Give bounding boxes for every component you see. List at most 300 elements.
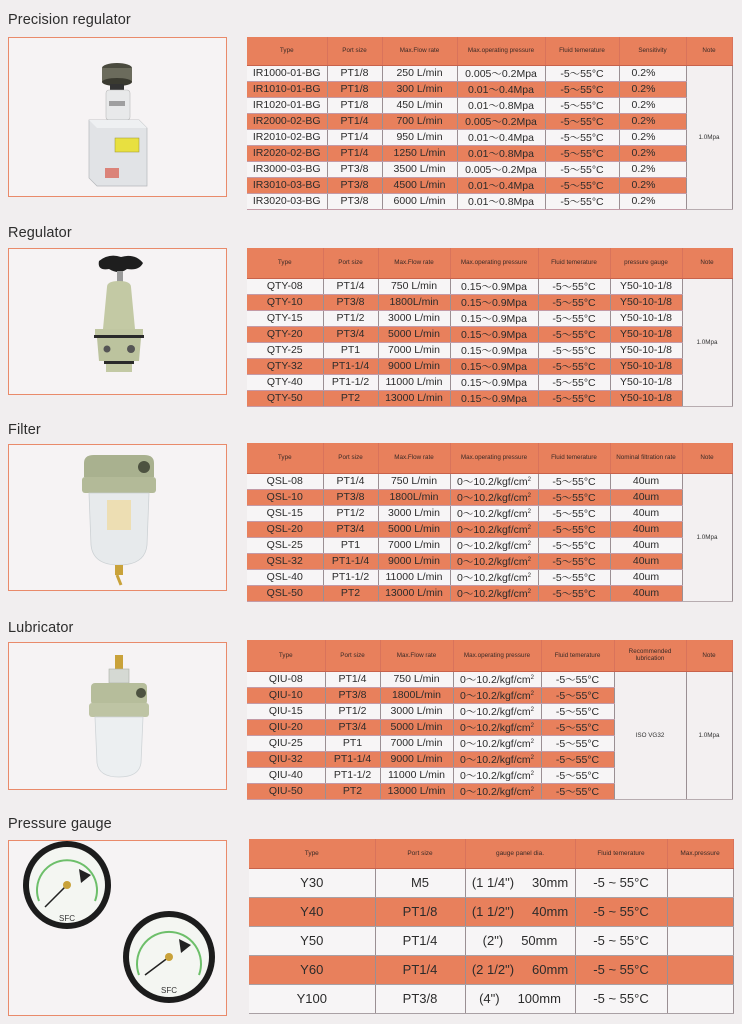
cell-port: PT3/8 (323, 294, 378, 310)
cell-type: Y100 (249, 984, 375, 1013)
cell-pressure (450, 473, 538, 489)
cell-port: PT1/4 (327, 129, 382, 145)
cell-type: QIU-08 (247, 671, 325, 687)
pressure-value: 0～10.2/kgf/cm (460, 705, 531, 718)
cell-pressure (450, 553, 538, 569)
cell-flow: 11000 L/min (380, 767, 453, 783)
cell-gauge: Y50-10-1/8 (610, 294, 682, 310)
pressure-value: 0～10.2/kgf/cm (457, 587, 528, 600)
cell-sensitivity: 0.2% (619, 145, 686, 161)
table-header-row (247, 248, 732, 278)
table-row (247, 585, 732, 601)
header-port-size: Port size (323, 248, 378, 278)
cell-temp: -5～55°C (541, 703, 614, 719)
cell-pressure (450, 569, 538, 585)
cell-temp: -5～55°C (541, 671, 614, 687)
cell-sensitivity: 0.2% (619, 161, 686, 177)
cell-pressure: 0.005～0.2Mpa (457, 161, 545, 177)
cell-type: QSL-20 (247, 521, 323, 537)
precision-regulator-icon (9, 38, 227, 197)
superscript: 2 (527, 588, 531, 595)
cell-temp: -5～55°C (545, 81, 619, 97)
table-row (247, 177, 732, 193)
cell-dia (465, 984, 575, 1013)
cell-type: QSL-32 (247, 553, 323, 569)
cell-note: 1.0Mpa (682, 473, 732, 601)
cell-max-pressure (667, 868, 733, 897)
cell-type: QTY-08 (247, 278, 323, 294)
cell-type: IR1020-01-BG (247, 97, 327, 113)
header-port-size: Port size (375, 839, 465, 868)
table-row (247, 374, 732, 390)
section-title: Lubricator (8, 620, 74, 636)
cell-type: QIU-25 (247, 735, 325, 751)
pressure-value: 0～10.2/kgf/cm (460, 769, 531, 782)
header-pressure: Max.operating pressure (450, 443, 538, 473)
cell-type: IR3010-03-BG (247, 177, 327, 193)
cell-pressure: 0.005～0.2Mpa (457, 113, 545, 129)
cell-port: PT1/4 (327, 145, 382, 161)
cell-pressure: 0.15～0.9Mpa (450, 278, 538, 294)
cell-type: QSL-15 (247, 505, 323, 521)
cell-temp: -5～55°C (538, 310, 610, 326)
table-row (247, 489, 732, 505)
pressure-value: 0～10.2/kgf/cm (457, 507, 528, 520)
table-row (247, 145, 732, 161)
cell-type: QSL-10 (247, 489, 323, 505)
dia-inch: (2 1/2") (471, 962, 515, 977)
cell-type: QIU-15 (247, 703, 325, 719)
header-pressure: Max.operating pressure (453, 640, 541, 671)
cell-pressure: 0.15～0.9Mpa (450, 294, 538, 310)
cell-type: Y40 (249, 897, 375, 926)
pressure-value: 0～10.2/kgf/cm (460, 689, 531, 702)
header-filtration-rate: Nominal filtration rate (610, 443, 682, 473)
cell-pressure: 0.01～0.4Mpa (457, 129, 545, 145)
header-temperature: Fluid temerature (538, 248, 610, 278)
cell-type: QSL-40 (247, 569, 323, 585)
cell-port: PT1/8 (375, 897, 465, 926)
product-photo-regulator (8, 248, 227, 395)
cell-pressure: 0.01～0.4Mpa (457, 177, 545, 193)
table-row (249, 897, 733, 926)
cell-filtration: 40um (610, 505, 682, 521)
cell-flow: 5000 L/min (380, 719, 453, 735)
cell-flow: 250 L/min (382, 65, 457, 81)
header-temperature: Fluid temerature (538, 443, 610, 473)
header-port-size: Port size (327, 37, 382, 65)
cell-sensitivity: 0.2% (619, 129, 686, 145)
cell-flow: 7000 L/min (380, 735, 453, 751)
superscript: 2 (527, 572, 531, 579)
cell-temp: -5～55°C (541, 687, 614, 703)
cell-note: 1.0Mpa (686, 65, 732, 209)
cell-temp: -5～55°C (538, 358, 610, 374)
cell-temp: -5～55°C (545, 193, 619, 209)
cell-temp: -5～55°C (538, 537, 610, 553)
dia-mm: 30mm (532, 875, 569, 890)
cell-type: Y30 (249, 868, 375, 897)
cell-gauge: Y50-10-1/8 (610, 326, 682, 342)
cell-temp: -5～55°C (545, 161, 619, 177)
cell-port: PT3/4 (323, 326, 378, 342)
pressure-value: 0～10.2/kgf/cm (457, 539, 528, 552)
table-row (249, 926, 733, 955)
header-temperature: Fluid temerature (575, 839, 667, 868)
section-regulator (0, 215, 742, 405)
cell-temp: -5 ~ 55°C (575, 955, 667, 984)
pressure-value: 0～10.2/kgf/cm (460, 737, 531, 750)
cell-type: QSL-50 (247, 585, 323, 601)
cell-port: PT1/4 (323, 473, 378, 489)
table-row (247, 278, 732, 294)
cell-pressure (450, 585, 538, 601)
cell-flow: 3000 L/min (380, 703, 453, 719)
cell-type: IR2020-02-BG (247, 145, 327, 161)
cell-pressure: 0.15～0.9Mpa (450, 374, 538, 390)
spec-table-regulator (247, 248, 733, 407)
cell-type: QTY-32 (247, 358, 323, 374)
header-flow-rate: Max.Flow rate (378, 443, 450, 473)
cell-port: PT1-1/4 (323, 358, 378, 374)
dia-inch: (1 1/4") (471, 875, 515, 890)
cell-pressure: 0.15～0.9Mpa (450, 326, 538, 342)
cell-port: PT1/2 (323, 505, 378, 521)
table-row (247, 342, 732, 358)
cell-port: PT1 (325, 735, 380, 751)
cell-type: QTY-40 (247, 374, 323, 390)
cell-port: PT1/4 (375, 955, 465, 984)
cell-type: IR1010-01-BG (247, 81, 327, 97)
cell-port: PT2 (323, 390, 378, 406)
superscript: 2 (527, 492, 531, 499)
cell-temp: -5～55°C (538, 390, 610, 406)
cell-filtration: 40um (610, 553, 682, 569)
cell-gauge: Y50-10-1/8 (610, 342, 682, 358)
cell-temp: -5～55°C (538, 569, 610, 585)
pressure-value: 0～10.2/kgf/cm (457, 475, 528, 488)
cell-flow: 9000 L/min (378, 358, 450, 374)
cell-pressure: 0.01～0.8Mpa (457, 145, 545, 161)
table-row (249, 955, 733, 984)
dia-mm: 100mm (517, 991, 561, 1006)
cell-temp: -5～55°C (545, 65, 619, 81)
header-note: Note (682, 248, 732, 278)
cell-temp: -5～55°C (541, 783, 614, 799)
cell-flow: 13000 L/min (378, 585, 450, 601)
table-row (247, 97, 732, 113)
cell-filtration: 40um (610, 473, 682, 489)
table-row (247, 505, 732, 521)
table-row (247, 671, 732, 687)
cell-type: IR3020-03-BG (247, 193, 327, 209)
cell-pressure (453, 783, 541, 799)
cell-port: PT1/4 (325, 671, 380, 687)
cell-flow: 3500 L/min (382, 161, 457, 177)
cell-port: PT1-1/2 (323, 374, 378, 390)
cell-flow: 11000 L/min (378, 374, 450, 390)
header-pressure: Max.operating pressure (457, 37, 545, 65)
cell-temp: -5～55°C (538, 294, 610, 310)
cell-port: PT3/4 (325, 719, 380, 735)
cell-port: PT1/8 (327, 65, 382, 81)
cell-pressure (453, 703, 541, 719)
cell-gauge: Y50-10-1/8 (610, 278, 682, 294)
section-title: Filter (8, 422, 41, 438)
cell-type: QIU-20 (247, 719, 325, 735)
cell-type: IR3000-03-BG (247, 161, 327, 177)
superscript: 2 (527, 476, 531, 483)
cell-port: PT3/4 (323, 521, 378, 537)
cell-port: PT3/8 (327, 193, 382, 209)
table-row (247, 326, 732, 342)
cell-type: Y50 (249, 926, 375, 955)
cell-pressure: 0.15～0.9Mpa (450, 310, 538, 326)
header-panel-dia: gauge panel dia. (465, 839, 575, 868)
table-row (247, 129, 732, 145)
cell-sensitivity: 0.2% (619, 97, 686, 113)
cell-port: PT3/8 (327, 161, 382, 177)
superscript: 2 (530, 722, 534, 729)
cell-pressure: 0.15～0.9Mpa (450, 342, 538, 358)
cell-type: Y60 (249, 955, 375, 984)
cell-temp: -5～55°C (541, 735, 614, 751)
superscript: 2 (527, 556, 531, 563)
cell-temp: -5～55°C (538, 473, 610, 489)
cell-flow: 1800L/min (378, 294, 450, 310)
pressure-value: 0～10.2/kgf/cm (457, 571, 528, 584)
cell-sensitivity: 0.2% (619, 65, 686, 81)
cell-gauge: Y50-10-1/8 (610, 374, 682, 390)
cell-type: QTY-25 (247, 342, 323, 358)
cell-lubrication: ISO VG32 (614, 671, 686, 799)
cell-gauge: Y50-10-1/8 (610, 310, 682, 326)
header-port-size: Port size (323, 443, 378, 473)
cell-dia (465, 897, 575, 926)
dia-mm: 60mm (532, 962, 569, 977)
cell-port: PT2 (325, 783, 380, 799)
cell-flow: 3000 L/min (378, 505, 450, 521)
cell-flow: 4500 L/min (382, 177, 457, 193)
cell-max-pressure (667, 984, 733, 1013)
cell-pressure (450, 521, 538, 537)
cell-flow: 7000 L/min (378, 342, 450, 358)
cell-port: PT3/8 (323, 489, 378, 505)
header-note: Note (686, 37, 732, 65)
superscript: 2 (530, 754, 534, 761)
header-flow-rate: Max.Flow rate (382, 37, 457, 65)
cell-flow: 750 L/min (380, 671, 453, 687)
cell-flow: 450 L/min (382, 97, 457, 113)
cell-flow: 13000 L/min (380, 783, 453, 799)
cell-pressure (453, 735, 541, 751)
cell-temp: -5～55°C (541, 751, 614, 767)
cell-port: PT3/8 (327, 177, 382, 193)
dia-mm: 40mm (532, 904, 569, 919)
cell-pressure (453, 719, 541, 735)
header-lubrication: Recommended lubrication (614, 640, 686, 671)
cell-temp: -5 ~ 55°C (575, 984, 667, 1013)
cell-port: PT1-1/4 (325, 751, 380, 767)
table-header-row (249, 839, 733, 868)
cell-dia (465, 955, 575, 984)
regulator-icon (9, 249, 227, 395)
table-row (247, 81, 732, 97)
header-note: Note (686, 640, 732, 671)
cell-flow: 11000 L/min (378, 569, 450, 585)
header-pressure-gauge: pressure gauge (610, 248, 682, 278)
gauge-2 (123, 911, 215, 1003)
cell-port: PT3/8 (375, 984, 465, 1013)
cell-port: PT1/2 (325, 703, 380, 719)
cell-temp: -5～55°C (541, 767, 614, 783)
pressure-value: 0～10.2/kgf/cm (460, 785, 531, 798)
cell-port: PT1-1/2 (323, 569, 378, 585)
header-type: Type (247, 640, 325, 671)
spec-table-pressure-gauge (249, 839, 734, 1014)
cell-flow: 1800L/min (380, 687, 453, 703)
filter-icon (9, 445, 227, 591)
header-type: Type (249, 839, 375, 868)
cell-dia (465, 926, 575, 955)
cell-port: PT1-1/4 (323, 553, 378, 569)
cell-temp: -5～55°C (545, 145, 619, 161)
cell-temp: -5～55°C (538, 505, 610, 521)
lubricator-icon (9, 643, 227, 790)
cell-sensitivity: 0.2% (619, 193, 686, 209)
product-photo-lubricator (8, 642, 227, 790)
cell-temp: -5～55°C (545, 97, 619, 113)
cell-pressure: 0.005～0.2Mpa (457, 65, 545, 81)
cell-temp: -5～55°C (538, 326, 610, 342)
cell-type: IR1000-01-BG (247, 65, 327, 81)
table-row (249, 984, 733, 1013)
pressure-value: 0～10.2/kgf/cm (457, 523, 528, 536)
product-photo-precision-regulator (8, 37, 227, 197)
cell-type: IR2000-02-BG (247, 113, 327, 129)
cell-flow: 300 L/min (382, 81, 457, 97)
cell-temp: -5 ~ 55°C (575, 868, 667, 897)
table-row (247, 569, 732, 585)
cell-port: PT1/4 (375, 926, 465, 955)
product-photo-filter (8, 444, 227, 591)
superscript: 2 (530, 786, 534, 793)
superscript: 2 (530, 738, 534, 745)
header-flow-rate: Max.Flow rate (380, 640, 453, 671)
cell-max-pressure (667, 926, 733, 955)
cell-port: PT1 (323, 537, 378, 553)
spec-table-filter (247, 443, 733, 602)
cell-port: PT1/8 (327, 97, 382, 113)
cell-filtration: 40um (610, 585, 682, 601)
cell-temp: -5 ~ 55°C (575, 926, 667, 955)
cell-type: QSL-25 (247, 537, 323, 553)
cell-pressure: 0.01～0.8Mpa (457, 193, 545, 209)
product-photo-pressure-gauge (8, 840, 227, 1016)
section-pressure-gauge (0, 812, 742, 1024)
cell-gauge: Y50-10-1/8 (610, 390, 682, 406)
cell-sensitivity: 0.2% (619, 113, 686, 129)
cell-type: QTY-15 (247, 310, 323, 326)
pressure-value: 0～10.2/kgf/cm (457, 491, 528, 504)
cell-temp: -5～55°C (538, 489, 610, 505)
cell-temp: -5～55°C (538, 374, 610, 390)
cell-filtration: 40um (610, 537, 682, 553)
cell-port: PT1/4 (323, 278, 378, 294)
cell-note: 1.0Mpa (682, 278, 732, 406)
cell-temp: -5～55°C (538, 521, 610, 537)
cell-max-pressure (667, 897, 733, 926)
header-type: Type (247, 443, 323, 473)
cell-temp: -5～55°C (541, 719, 614, 735)
cell-port: PT1/8 (327, 81, 382, 97)
cell-port: PT3/8 (325, 687, 380, 703)
header-pressure: Max.operating pressure (450, 248, 538, 278)
header-max-pressure: Max.pressure (667, 839, 733, 868)
section-title: Pressure gauge (8, 816, 112, 832)
cell-type: QSL-08 (247, 473, 323, 489)
cell-flow: 9000 L/min (380, 751, 453, 767)
dia-inch: (2") (482, 933, 504, 948)
cell-type: QTY-10 (247, 294, 323, 310)
cell-port: M5 (375, 868, 465, 897)
section-lubricator (0, 612, 742, 797)
cell-flow: 6000 L/min (382, 193, 457, 209)
superscript: 2 (527, 508, 531, 515)
cell-flow: 1800L/min (378, 489, 450, 505)
cell-type: QIU-40 (247, 767, 325, 783)
superscript: 2 (530, 706, 534, 713)
cell-port: PT1 (323, 342, 378, 358)
cell-pressure: 0.15～0.9Mpa (450, 390, 538, 406)
pressure-value: 0～10.2/kgf/cm (460, 673, 531, 686)
cell-temp: -5～55°C (545, 129, 619, 145)
cell-pressure (453, 687, 541, 703)
cell-type: QIU-32 (247, 751, 325, 767)
table-row (247, 521, 732, 537)
spec-table-precision-regulator (247, 37, 733, 210)
section-title: Precision regulator (8, 12, 131, 28)
gauge-brand: SFC (161, 986, 177, 995)
cell-temp: -5～55°C (538, 342, 610, 358)
table-header-row (247, 443, 732, 473)
cell-flow: 950 L/min (382, 129, 457, 145)
cell-temp: -5～55°C (545, 177, 619, 193)
table-row (247, 390, 732, 406)
superscript: 2 (530, 674, 534, 681)
cell-temp: -5～55°C (538, 585, 610, 601)
header-note: Note (682, 443, 732, 473)
cell-type: QTY-20 (247, 326, 323, 342)
cell-port: PT1/4 (327, 113, 382, 129)
section-title: Regulator (8, 225, 72, 241)
header-type: Type (247, 248, 323, 278)
cell-flow: 5000 L/min (378, 326, 450, 342)
cell-dia (465, 868, 575, 897)
cell-type: IR2010-02-BG (247, 129, 327, 145)
cell-type: QIU-50 (247, 783, 325, 799)
dia-mm: 50mm (521, 933, 558, 948)
header-temperature: Fluid temerature (545, 37, 619, 65)
superscript: 2 (530, 770, 534, 777)
cell-flow: 5000 L/min (378, 521, 450, 537)
header-temperature: Fluid temerature (541, 640, 614, 671)
cell-type: QTY-50 (247, 390, 323, 406)
cell-pressure (453, 671, 541, 687)
cell-pressure (450, 489, 538, 505)
cell-type: QIU-10 (247, 687, 325, 703)
cell-temp: -5～55°C (538, 553, 610, 569)
